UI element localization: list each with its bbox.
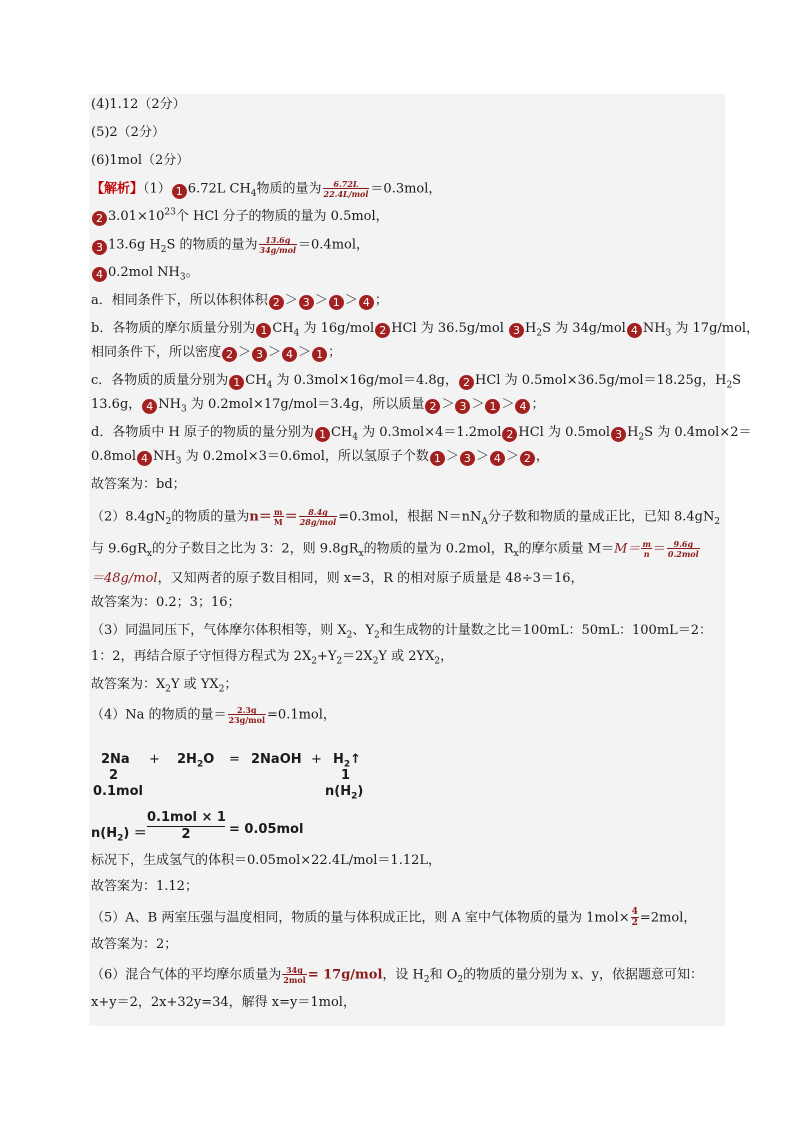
answer-page: (4)1.12（2分） (5)2（2分） (6)1mol（2分） 【解析】（1） 1 6.72L $CH_4$物质的量为 $\frac{6.72L}{\text{22.4L/mol}}$ ＝0.3mol， 2 $3.01\times 10^{23}$个 HCl 分子的物质的量为 0.5mol， 3 13.6g $H_2S$ 的物质的量为 $\frac{13.6g}{\text{34g/mol}}$ ＝0.4mol， 4 0.2mol $NH_3$。 a．相同条件下，所以体积体积 2 ＞ 3 ＞ 1 ＞ 4 ； b．各物质的摩尔质量分别为 1 $CH_4$ 为 16g/mol 2 HCl 为 36.5g/mol 3 $H_2S$ 为 34g/mol 4 $NH_3$ 为 17g/mol， 相同条件下，所以密度 2 ＞ 3 ＞ 4 ＞ 1 ； c．各物质的质量分别为 1 $CH_4$ 为 0.3mol×16g/mol＝4.8g， 2 HCl 为 0.5mol×36.5g/mol＝18.25g，$H_2S$ 13.6g， 4 $NH_3$ 为 0.2mol×17g/mol＝3.4g，所以质量 2 ＞ 3 ＞ 1 ＞ 4 ； d．各物质中 H 原子的物质的量分别为 1 $CH_4$ 为 0.3mol×4＝1.2mol 2 HCl 为 0.5mol 3 $H_2S$ 为 0.4mol×2＝ 0.8mol 4 $NH_3$ 为 0.2mol×3＝0.6mol，所以氢原子个数 1 ＞ 3 ＞ 4 ＞ 2 ， 故答案为：bd； $(2)8.4gN_2$的物质的量为n＝ $\frac{m}{M}$ ＝ $\frac{8.4g}{\text{28g/mol}}$ =0.3mol，根据 $N=nN_A$分子数和物质的量成正比，已知 $8.4gN_2$ 与 $9.6gR_x$的分子数目之比为 3：2，则 $9.8gR_x$的物质的量为 0.2mol，$R_x$的摩尔质量 M＝M＝ $\frac{m}{n}$ ＝ $\frac{9.6g}{\text{0.2mol}}$ ＝48g/mol，又知两者的原子数目相同，则 x=3，R 的相对原子质量是 48÷3＝16， 故答案为：0.2；3；16； （3）同温同压下，气体摩尔体积相等，则 $X_2$、$Y_2$和生成物的计量数之比＝100mL：50mL：100mL＝2： 1：2，再结合原子守恒得方程式为 $2X_2+Y_2=2X_2Y$ 或 $2YX_2$， 故答案为：$X_2Y$ 或 $YX_2$； （4）Na 的物质的量＝ $\frac{2.3g}{\text{23g/mol}}$ =0.1mol， 2Na + $2H_2O$ = 2NaOH + $H_2↑$ 2 1 0.1mol $n(H_2)$ $n(H_2)$ ＝ 0.1mol × 1 2 = 0.05mol 标况下，生成氢气的体积＝0.05mol×22.4L/mol＝1.12L， 故答案为：1.12； （5）A、B 两室压强与温度相同，物质的量与体积成正比，则 A 室中气体物质的量为 1mol× $\frac{4}{2}$ =2mol， 故答案为：2； （6）混合气体的平均摩尔质量为 $\frac{34g}{\text{2mol}}$ = 17g/mol，设 $H_2$和 $O_2$的物质的量分别为 x、y，依据题意可知： x+y＝2，2x+32y=34，解得 x=y＝1mol， — [89, 94, 725, 1026]
equation-h2: $H_2↑$ — [333, 752, 362, 770]
answer-summary-4: 故答案为：1.12； — [91, 879, 198, 894]
amount-h2: $n(H_2)$ — [325, 784, 364, 802]
analysis-tag: 【解析】 — [91, 181, 144, 197]
analysis-part-2-line-1: $(2)8.4gN_2$的物质的量为n＝ $\frac{m}{M}$ ＝ $\frac{8.4g}{\text{28g/mol}}$ =0.3mol，根据 $N=nN_A$分子数和物质的量成正比，已知 $8.4gN_2$ — [91, 507, 721, 528]
analysis-part-4-line-1: （4）Na 的物质的量＝ $\frac{2.3g}{\text{23g/mol}}$ =0.1mol， — [91, 705, 336, 725]
analysis-line-2: 2 $3.01\times 10^{23}$个 HCl 分子的物质的量为 0.5mol， — [91, 208, 389, 226]
amount-na: 0.1mol — [93, 784, 143, 799]
coefficient-h2: 1 — [341, 768, 351, 783]
analysis-line-b2: 相同条件下，所以密度 2 ＞ 3 ＞ 4 ＞ 1 ； — [91, 345, 342, 361]
analysis-line-c2: 13.6g， 4 $NH_3$ 为 0.2mol×17g/mol＝3.4g，所以质量 2 ＞ 3 ＞ 1 ＞ 4 ； — [91, 397, 545, 415]
analysis-line-c1: c．各物质的质量分别为 1 $CH_4$ 为 0.3mol×16g/mol＝4.8g， 2 HCl 为 0.5mol×36.5g/mol＝18.25g，$H_2S$ — [91, 373, 742, 391]
analysis-part-2-line-2: 与 $9.6gR_x$的分子数目之比为 3：2，则 $9.8gR_x$的物质的量为 0.2mol，$R_x$的摩尔质量 M＝M＝ $\frac{m}{n}$ ＝ $\frac{9.6g}{\text{0.2mol}}$ — [91, 539, 699, 560]
analysis-line-d1: d．各物质中 H 原子的物质的量分别为 1 $CH_4$ 为 0.3mol×4＝1.2mol 2 HCl 为 0.5mol 3 $H_2S$ 为 0.4mol×2＝ — [91, 425, 752, 443]
answer-summary-3: 故答案为：$X_2Y$ 或 $YX_2$； — [91, 677, 238, 695]
analysis-part-3-line-1: （3）同温同压下，气体摩尔体积相等，则 $X_2$、$Y_2$和生成物的计量数之比＝100mL：50mL：100mL＝2： — [91, 623, 713, 641]
coefficient-na: 2 — [109, 768, 119, 783]
fraction-ch4: $\frac{6.72L}{\text{22.4L/mol}}$ — [323, 179, 369, 199]
analysis-line-b1: b．各物质的摩尔质量分别为 1 $CH_4$ 为 16g/mol 2 HCl 为 36.5g/mol 3 $H_2S$ 为 34g/mol 4 $NH_3$ 为 17g/mol， — [91, 321, 760, 339]
analysis-part-4-line-2: 标况下，生成氢气的体积＝0.05mol×22.4L/mol＝1.12L， — [91, 853, 441, 868]
equation-naoh: 2NaOH — [251, 752, 302, 767]
circle-num-4: 4 — [92, 267, 107, 282]
answer-summary-1: 故答案为：bd； — [91, 477, 186, 492]
analysis-line-4: 4 0.2mol $NH_3$。 — [91, 264, 199, 282]
analysis-line-a: a．相同条件下，所以体积体积 2 ＞ 3 ＞ 1 ＞ 4 ； — [91, 293, 388, 309]
answer-6: (6)1mol（2分） — [91, 153, 190, 168]
analysis-part-3-line-2: 1：2，再结合原子守恒得方程式为 $2X_2+Y_2=2X_2Y$ 或 $2YX_2$， — [91, 649, 454, 667]
answer-summary-2: 故答案为：0.2；3；16； — [91, 595, 241, 610]
circle-num-1: 1 — [172, 184, 187, 199]
analysis-part-5-line-1: （5）A、B 两室压强与温度相同，物质的量与体积成正比，则 A 室中气体物质的量为 1mol× $\frac{4}{2}$ =2mol， — [91, 907, 697, 928]
equation-na: 2Na — [101, 752, 130, 767]
analysis-line-3: 3 13.6g $H_2S$ 的物质的量为 $\frac{13.6g}{\text{34g/mol}}$ ＝0.4mol， — [91, 236, 369, 255]
answer-4: (4)1.12（2分） — [91, 97, 186, 112]
fraction-h2s: $\frac{13.6g}{\text{34g/mol}}$ — [259, 235, 297, 255]
analysis-line-1: 【解析】（1） 1 6.72L $CH_4$物质的量为 $\frac{6.72L}{\text{22.4L/mol}}$ ＝0.3mol， — [91, 179, 442, 200]
analysis-part-6-line-2: x+y＝2，2x+32y=34，解得 x=y＝1mol， — [91, 995, 356, 1010]
analysis-line-d2: 0.8mol 4 $NH_3$ 为 0.2mol×3＝0.6mol，所以氢原子个数 1 ＞ 3 ＞ 4 ＞ 2 ， — [91, 449, 549, 467]
circle-num-2: 2 — [92, 211, 107, 226]
fraction-na: $\frac{2.3g}{\text{23g/mol}}$ — [228, 705, 266, 725]
equation-h2o: $2H_2O$ — [177, 752, 215, 770]
analysis-part-2-line-3: ＝48g/mol，又知两者的原子数目相同，则 x=3，R 的相对原子质量是 48÷3＝16， — [91, 571, 584, 586]
analysis-part-6-line-1: （6）混合气体的平均摩尔质量为 $\frac{34g}{\text{2mol}}$ = 17g/mol，设 $H_2$和 $O_2$的物质的量分别为 x、y，依据题意可知： — [91, 965, 703, 986]
circle-num-3: 3 — [92, 240, 107, 255]
answer-5: (5)2（2分） — [91, 125, 165, 140]
answer-summary-5: 故答案为：2； — [91, 937, 178, 952]
